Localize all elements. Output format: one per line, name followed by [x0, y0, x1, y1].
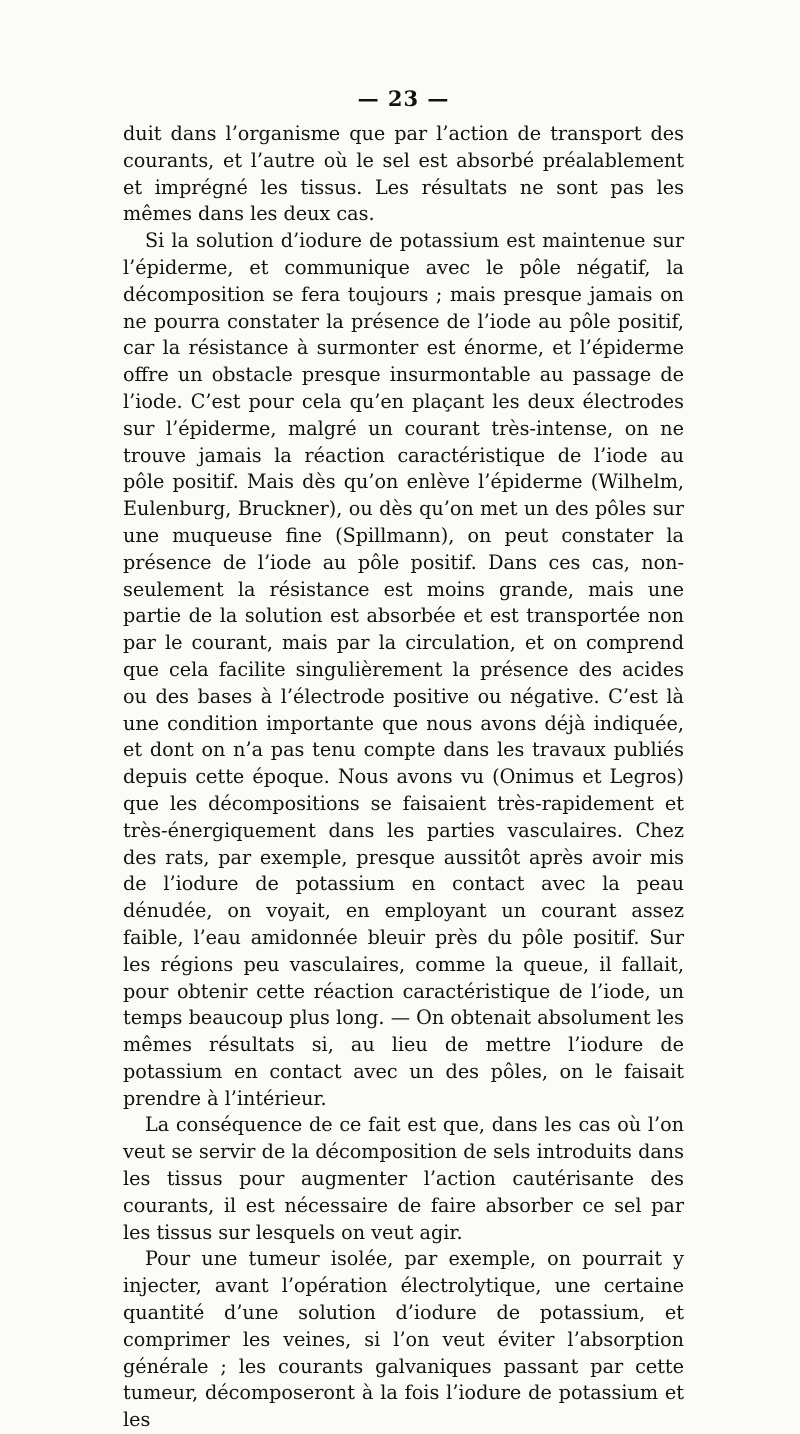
paragraph-continuation: duit dans l’organisme que par l’action de transport des courants, et l’autre où le sel est absorbé préalablement et imprégné les tissus. Les résultats ne sont pas les mêmes dans les deux cas. — [123, 122, 684, 226]
paragraph-tumeur: Pour une tumeur isolée, par exemple, on pourrait y injecter, avant l’opération électrolytique, une certaine quantité d’une solution d’iodure de potassium, et comprimer les veines, si l’on veut éviter l’absorption générale ; les courants galvaniques passant par cette tumeur, décomposeront à la fois l’iodure de potassium et les — [123, 1247, 684, 1432]
page-number: — 23 — — [357, 86, 450, 111]
paragraph-consequence: La conséquence de ce fait est que, dans les cas où l’on veut se servir de la décomposition de sels introduits dans les tissus pour augmenter l’action cautérisante des courants, il est nécessaire de faire absorber ce sel par les tissus sur lesquels on veut agir. — [123, 1113, 684, 1244]
paragraph-iodure-solution: Si la solution d’iodure de potassium est maintenue sur l’épiderme, et communique avec le pôle négatif, la décomposition se fera toujours ; mais presque jamais on ne pourra constater la présence de l’iode au pôle positif, car la résistance à surmonter est énorme, et l’épiderme offre un obstacle presque insurmontable au passage de l’iode. C’est pour cela qu’en plaçant les deux électrodes sur l’épiderme, malgré un courant très-intense, on ne trouve jamais la réaction caractéristique de l’iode au pôle positif. Mais dès qu’on enlève l’épiderme (Wilhelm, Eulenburg, Bruckner), ou dès qu’on met un des pôles sur une muqueuse fine (Spillmann), on peut constater la présence de l’iode au pôle positif. Dans ces cas, non-seulement la résistance est moins grande, mais une partie de la solution est absorbée et est transportée non par le courant, mais par la circulation, et on comprend que cela facilite singulièrement la présence des acides ou des bases à l’électrode positive ou négative. C’est là une condition importante que nous avons déjà indiquée, et dont on n’a pas tenu compte dans les travaux publiés depuis cette époque. Nous avons vu (Onimus et Legros) que les décompositions se faisaient très-rapidement et très-énergiquement dans les parties vasculaires. Chez des rats, par exemple, presque aussitôt après avoir mis de l’iodure de potassium en contact avec la peau dénudée, on voyait, en employant un courant assez faible, l’eau amidonnée bleuir près du pôle positif. Sur les régions peu vasculaires, comme la queue, il fallait, pour obtenir cette réaction caractéristique de l’iode, un temps beaucoup plus long. — On obtenait absolument les mêmes résultats si, au lieu de mettre l’iodure de potassium en contact avec un des pôles, on le faisait prendre à l’intérieur. — [123, 229, 684, 1110]
